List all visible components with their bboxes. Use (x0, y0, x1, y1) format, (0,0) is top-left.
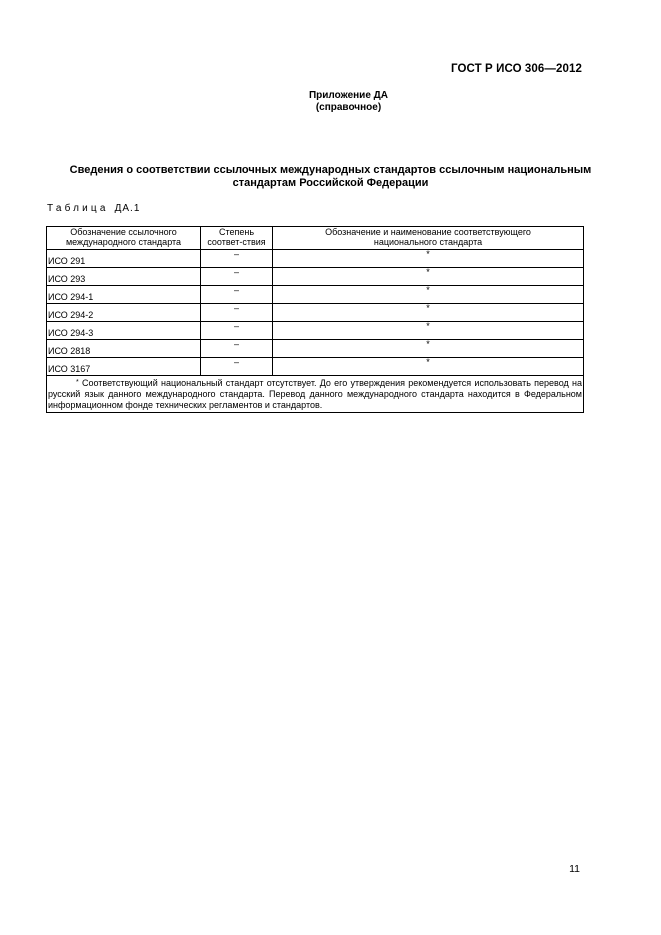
table-cell-national-ref: * (273, 340, 584, 358)
table-cell-degree: – (201, 340, 273, 358)
footnote-text: Соответствующий национальный стандарт отсутствует. До его утверждения рекомендуется использовать перевод на русский язык данного международного стандарта. Перевод данного международного стандарта находится в Федеральном информационном фонде технических регламентов и стандартов. (48, 378, 582, 410)
table-row (47, 340, 584, 358)
table-cell-degree: – (201, 250, 273, 268)
footnote-mark: * (76, 379, 79, 386)
table-cell-code: ИСО 291 (47, 250, 201, 268)
table-cell-degree: – (201, 322, 273, 340)
table-row (47, 268, 584, 286)
table-row (47, 286, 584, 304)
table-header-row (47, 227, 584, 250)
table-cell-code: ИСО 294-2 (47, 304, 201, 322)
table-label (47, 203, 140, 214)
table-cell-degree: – (201, 268, 273, 286)
correspondence-table (46, 226, 584, 413)
col-header-intl-standard: Обозначение ссылочного международного стандарта (47, 227, 201, 250)
table-cell-degree: – (201, 358, 273, 376)
col-header-degree: Степень соответ-ствия (201, 227, 273, 250)
table-cell-national-ref: * (273, 268, 584, 286)
table-label-word: Таблица (47, 203, 109, 214)
section-heading-line2: стандартам Российской Федерации (232, 177, 429, 189)
table-cell-national-ref: * (273, 286, 584, 304)
table-cell-code: ИСО 293 (47, 268, 201, 286)
section-heading (40, 164, 621, 190)
table-cell-code: ИСО 2818 (47, 340, 201, 358)
table-cell-code: ИСО 294-1 (47, 286, 201, 304)
table-cell-code: ИСО 294-3 (47, 322, 201, 340)
table-row (47, 250, 584, 268)
appendix-title: Приложение ДА (308, 90, 389, 101)
table-footnote (47, 376, 584, 413)
col-header-national-standard: Обозначение и наименование соответствующего национального стандарта (273, 227, 584, 250)
table-footnote-row (47, 376, 584, 413)
table-cell-national-ref: * (273, 304, 584, 322)
document-code: ГОСТ Р ИСО 306—2012 (450, 63, 582, 75)
appendix-subtitle: (справочное) (315, 102, 382, 113)
section-heading-line1: Сведения о соответствии ссылочных международных стандартов ссылочным национальным (69, 164, 592, 176)
table-cell-national-ref: * (273, 322, 584, 340)
table-cell-national-ref: * (273, 358, 584, 376)
table-cell-degree: – (201, 304, 273, 322)
table-cell-national-ref: * (273, 250, 584, 268)
table-cell-degree: – (201, 286, 273, 304)
table-row (47, 358, 584, 376)
appendix-header (0, 90, 661, 114)
page-number: 11 (569, 863, 580, 875)
table-label-number: ДА.1 (114, 203, 141, 214)
table-cell-code: ИСО 3167 (47, 358, 201, 376)
table-row (47, 322, 584, 340)
table-row (47, 304, 584, 322)
